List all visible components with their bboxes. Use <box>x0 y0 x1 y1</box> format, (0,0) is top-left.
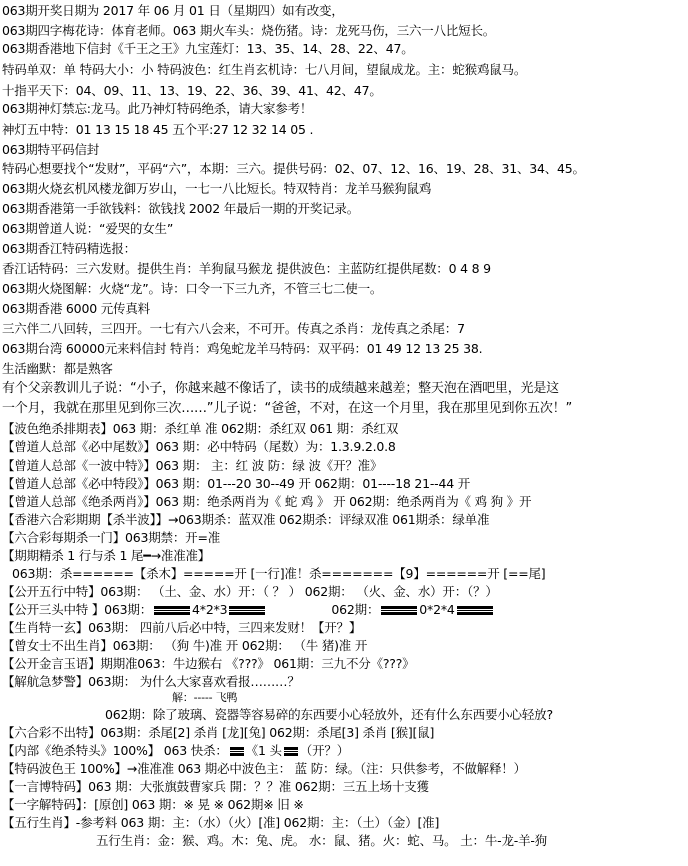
text-segment: 0*2*4 <box>419 602 455 617</box>
bar-glyph <box>284 747 298 756</box>
text-line: 【公开金言玉语】期期准063：牛边猴右 《???》 061期：三九不分《???》 <box>2 656 415 671</box>
text-segment: （开？） <box>299 743 349 758</box>
text-line: 【公开五行中特】063期： （土、金、水）开：（ ？ ） 062期： （火、金、水）开：（？） <box>2 584 498 599</box>
text-line: 【曾道人总部《必中特段》】063 期：01---20 30--49 开 062期：01----18 21--44 开 <box>2 476 471 491</box>
text-line: 063期香港第一手欲钱料：欲钱找 2002 年最后一期的开奖记录。 <box>2 201 360 216</box>
text-segment: 【内部《绝杀特头》100%】 063 快杀： <box>2 743 228 758</box>
text-segment: 《1 头 <box>245 743 282 758</box>
text-line: 【曾道人总部《一波中特》】063 期： 主：红 波 防：绿 波《开？准》 <box>2 458 383 473</box>
text-line: 062期：除了玻璃、瓷器等容易碎的东西要小心轻放外，还有什么东西要小心轻放? <box>105 707 553 722</box>
text-line: 特码单双：单 特码大小：小 特码波色：红生肖玄机诗：七八月间，望鼠成龙。主：蛇猴鸡鼠马。 <box>2 62 527 77</box>
text-line: 五行生肖：金：猴、鸡。木：兔、虎。 水：鼠、猪。火：蛇、马。 土：牛-龙-羊-狗 <box>96 833 547 848</box>
text-line: 063期香江特码精选报： <box>2 241 136 256</box>
text-line: 【期期精杀 1 行与杀 1 尾━→准准准】 <box>2 548 211 563</box>
text-line: 【曾道人总部《绝杀两肖》】063 期：绝杀两肖为《 蛇 鸡 》 开 062期：绝杀两肖为《 鸡 狗 》开 <box>2 494 532 509</box>
bar-glyph <box>154 606 190 615</box>
text-line: 063期台湾 60000元来料信封 特肖：鸡兔蛇龙羊马特码：双平码：01 49 12 13 25 38. <box>2 341 483 356</box>
bar-glyph <box>230 747 244 756</box>
text-line: 神灯五中特：01 13 15 18 45 五个平:27 12 32 14 05 . <box>2 122 314 137</box>
text-line: 特码心想要找个“发财”，平码“六”，本期：三六。提供号码：02、07、12、16、19、28、31、34、45。 <box>2 161 585 176</box>
bar-glyph <box>229 606 265 615</box>
text-segment: 【公开三头中特 】063期： <box>2 602 153 617</box>
bar-glyph <box>457 606 493 615</box>
text-line: 【六合彩不出特】063期：杀尾[2] 杀肖 [龙][兔] 062期：杀尾[3] 杀肖 [猴][鼠] <box>2 725 435 740</box>
text-line: 【香港六合彩期期【杀半波】】→063期杀：蓝双准 062期杀：评绿双准 061期杀：绿单准 <box>2 512 490 527</box>
text-line: 【曾道人总部《必中尾数》】063 期：必中特码（尾数）为：1.3.9.2.0.8 <box>2 439 396 454</box>
text-line: 063期火烧图解：火烧“龙”。诗：口令一下三九齐，不管三七二使一。 <box>2 281 383 296</box>
text-line: 063期火烧玄机风楼龙御万岁山，一七一八比短长。特双特肖：龙羊马猴狗鼠鸡 <box>2 181 432 196</box>
text-line: 解：----- 飞鸭 <box>172 691 238 704</box>
text-line: 063期曾道人说：“爱哭的女生” <box>2 221 174 236</box>
text-line: 【波色绝杀排期表】063 期：杀红单 准 062期：杀红双 061 期：杀红双 <box>2 421 399 436</box>
text-line: 【六合彩每期杀一门】063期禁：开=准 <box>2 530 221 545</box>
text-line: 生活幽默：都是熟客 <box>2 361 113 376</box>
text-line: 【一言博特码】063 期：大张旗鼓曹家兵 開：？？准 062期：三五上场十支獲 <box>2 779 429 794</box>
text-line: 【曾女士不出生肖】063期： （狗 牛)准 开 062期： （牛 猪)准 开 <box>2 638 368 653</box>
text-line: 三六伴二八回转，三四开。一七有六八会来，不可开。传真之杀肖：龙传真之杀尾：7 <box>2 321 465 336</box>
text-line: 063期神灯禁忘:龙马。此乃神灯特码绝杀，请大家参考！ <box>2 101 313 116</box>
text-line: 一个月，我就在那里见到你三次……”儿子说：“爸爸，不对，在这一个月里，我在那里见到你五次！” <box>2 401 573 416</box>
text-line: 【一字解特码】：[原创] 063 期：※ 晃 ※ 062期※ 旧 ※ <box>2 797 304 812</box>
text-line: 063期香港 6000 元传真料 <box>2 301 150 316</box>
text-line: 063期四字梅花诗：体育老师。063 期火车头：烧伤猪。诗：龙死马伤，三六一八比短长。 <box>2 23 496 38</box>
text-line: 【特码波色王 100%】→准准准 063 期必中波色主： 蓝 防：绿。（注：只供参考，不做解释！） <box>2 761 526 776</box>
text-line: 有个父亲教训儿子说：“小子，你越来越不像话了，读书的成绩越来越差；整天泡在酒吧里，光是这 <box>2 381 559 396</box>
text-line: 063期特平码信封 <box>2 142 100 157</box>
text-line: 【解航急梦警】063期： 为什么大家喜欢看报………？ <box>2 674 300 689</box>
text-line: 十指平天下：04、09、11、13、19、22、36、39、41、42、47。 <box>2 83 382 98</box>
text-segment: 4*2*3 <box>192 602 228 617</box>
text-line: 【五行生肖】-参考料 063 期：主：（水）（火）[准] 062期：主：（土）（金）[准] <box>2 815 440 830</box>
bar-glyph <box>381 606 417 615</box>
text-line: 香江话特码：三六发财。提供生肖：羊狗鼠马猴龙 提供波色：主蓝防红提供尾数：0 4 8 9 <box>2 261 491 276</box>
text-line: 063期开奖日期为 2017 年 06 月 01 日（星期四）如有改变， <box>2 3 344 18</box>
text-segment: 062期： <box>331 602 380 617</box>
text-line: 063期香港地下信封《千王之王》九宝莲灯：13、35、14、28、22、47。 <box>2 41 414 56</box>
text-line <box>2 742 349 759</box>
text-line: 【生肖特一玄】063期： 四前八后必中特，三四来发财！【开？】 <box>2 620 362 635</box>
text-line: 063期：杀======【杀木】=====开 [一行]准！杀=======【9】======开 [==尾] <box>12 566 546 581</box>
text-line <box>2 601 495 618</box>
